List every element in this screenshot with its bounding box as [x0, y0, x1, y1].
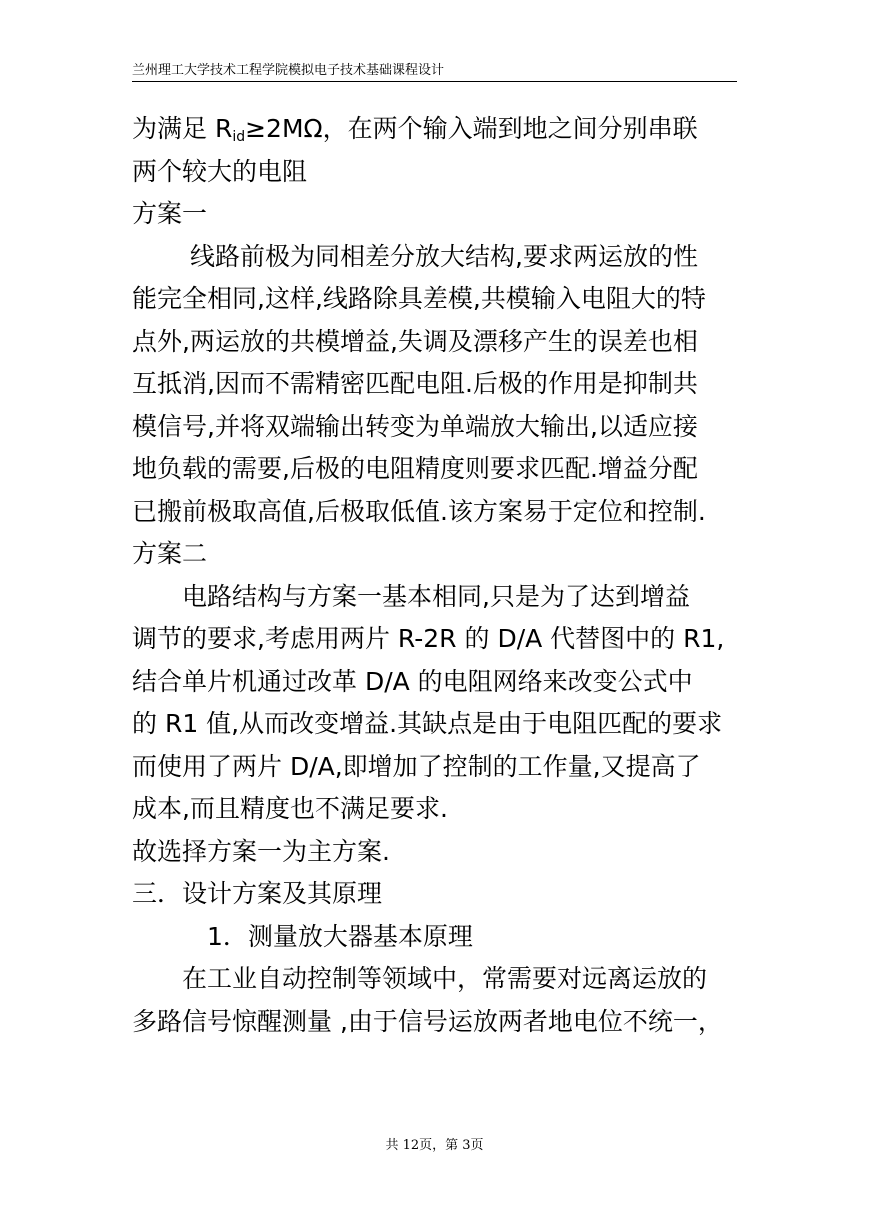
paragraph-line: 故选择方案一为主方案.: [132, 836, 390, 866]
paragraph-line: 线路前极为同相差分放大结构,要求两运放的性: [190, 241, 698, 271]
document-body: [132, 108, 742, 1043]
section-heading: 方案一: [132, 199, 208, 228]
paragraph-line: 为满足 $R_{id}\ge 2M\Omega$，在两个输入端到地之间分别串联: [132, 114, 698, 145]
page-header: 兰州理工大学技术工程学院模拟电子技术基础课程设计: [132, 63, 445, 78]
paragraph-line: 在工业自动控制等领域中，常需要对远离运放的: [182, 964, 708, 993]
paragraph-line: 结合单片机通过改革 D/A 的电阻网络来改变公式中: [132, 666, 693, 696]
paragraph-line: 多路信号惊醒测量 ,由于信号运放两者地电位不统一，: [132, 1006, 723, 1036]
paragraph-line: 成本,而且精度也不满足要求.: [132, 794, 448, 823]
paragraph-line: 模信号,并将双端输出转变为单端放大输出,以适应接: [132, 411, 698, 441]
subscript: id: [232, 129, 246, 145]
paragraph-line: 地负载的需要,后极的电阻精度则要求匹配.增益分配: [132, 454, 698, 483]
section-heading: 方案二: [132, 539, 208, 568]
paragraph-line: 调节的要求,考虑用两片 R-2R 的 D/A 代替图中的 R1,: [132, 624, 725, 653]
paragraph-line: 互抵消,因而不需精密匹配电阻.后极的作用是抑制共: [132, 369, 698, 398]
paragraph-line: 的 R1 值,从而改变增益.其缺点是由于电阻匹配的要求: [132, 709, 723, 738]
paragraph-line: 点外,两运放的共模增益,失调及漂移产生的误差也相: [132, 326, 698, 356]
paragraph-line: 能完全相同,这样,线路除具差模,共模输入电阻大的特: [132, 284, 706, 313]
subsection-heading: 1．测量放大器基本原理: [207, 921, 473, 951]
paragraph-line: 电路结构与方案一基本相同,只是为了达到增益: [182, 581, 690, 611]
paragraph-line: 已搬前极取高值,后极取低值.该方案易于定位和控制.: [132, 496, 706, 526]
section-heading: 三．设计方案及其原理: [132, 879, 383, 908]
paragraph-line: 两个较大的电阻: [132, 156, 308, 186]
header-divider: [132, 81, 737, 82]
page-footer: 共 12页，第 3页: [385, 1138, 484, 1153]
paragraph-line: 而使用了两片 D/A,即增加了控制的工作量,又提高了: [132, 751, 701, 781]
